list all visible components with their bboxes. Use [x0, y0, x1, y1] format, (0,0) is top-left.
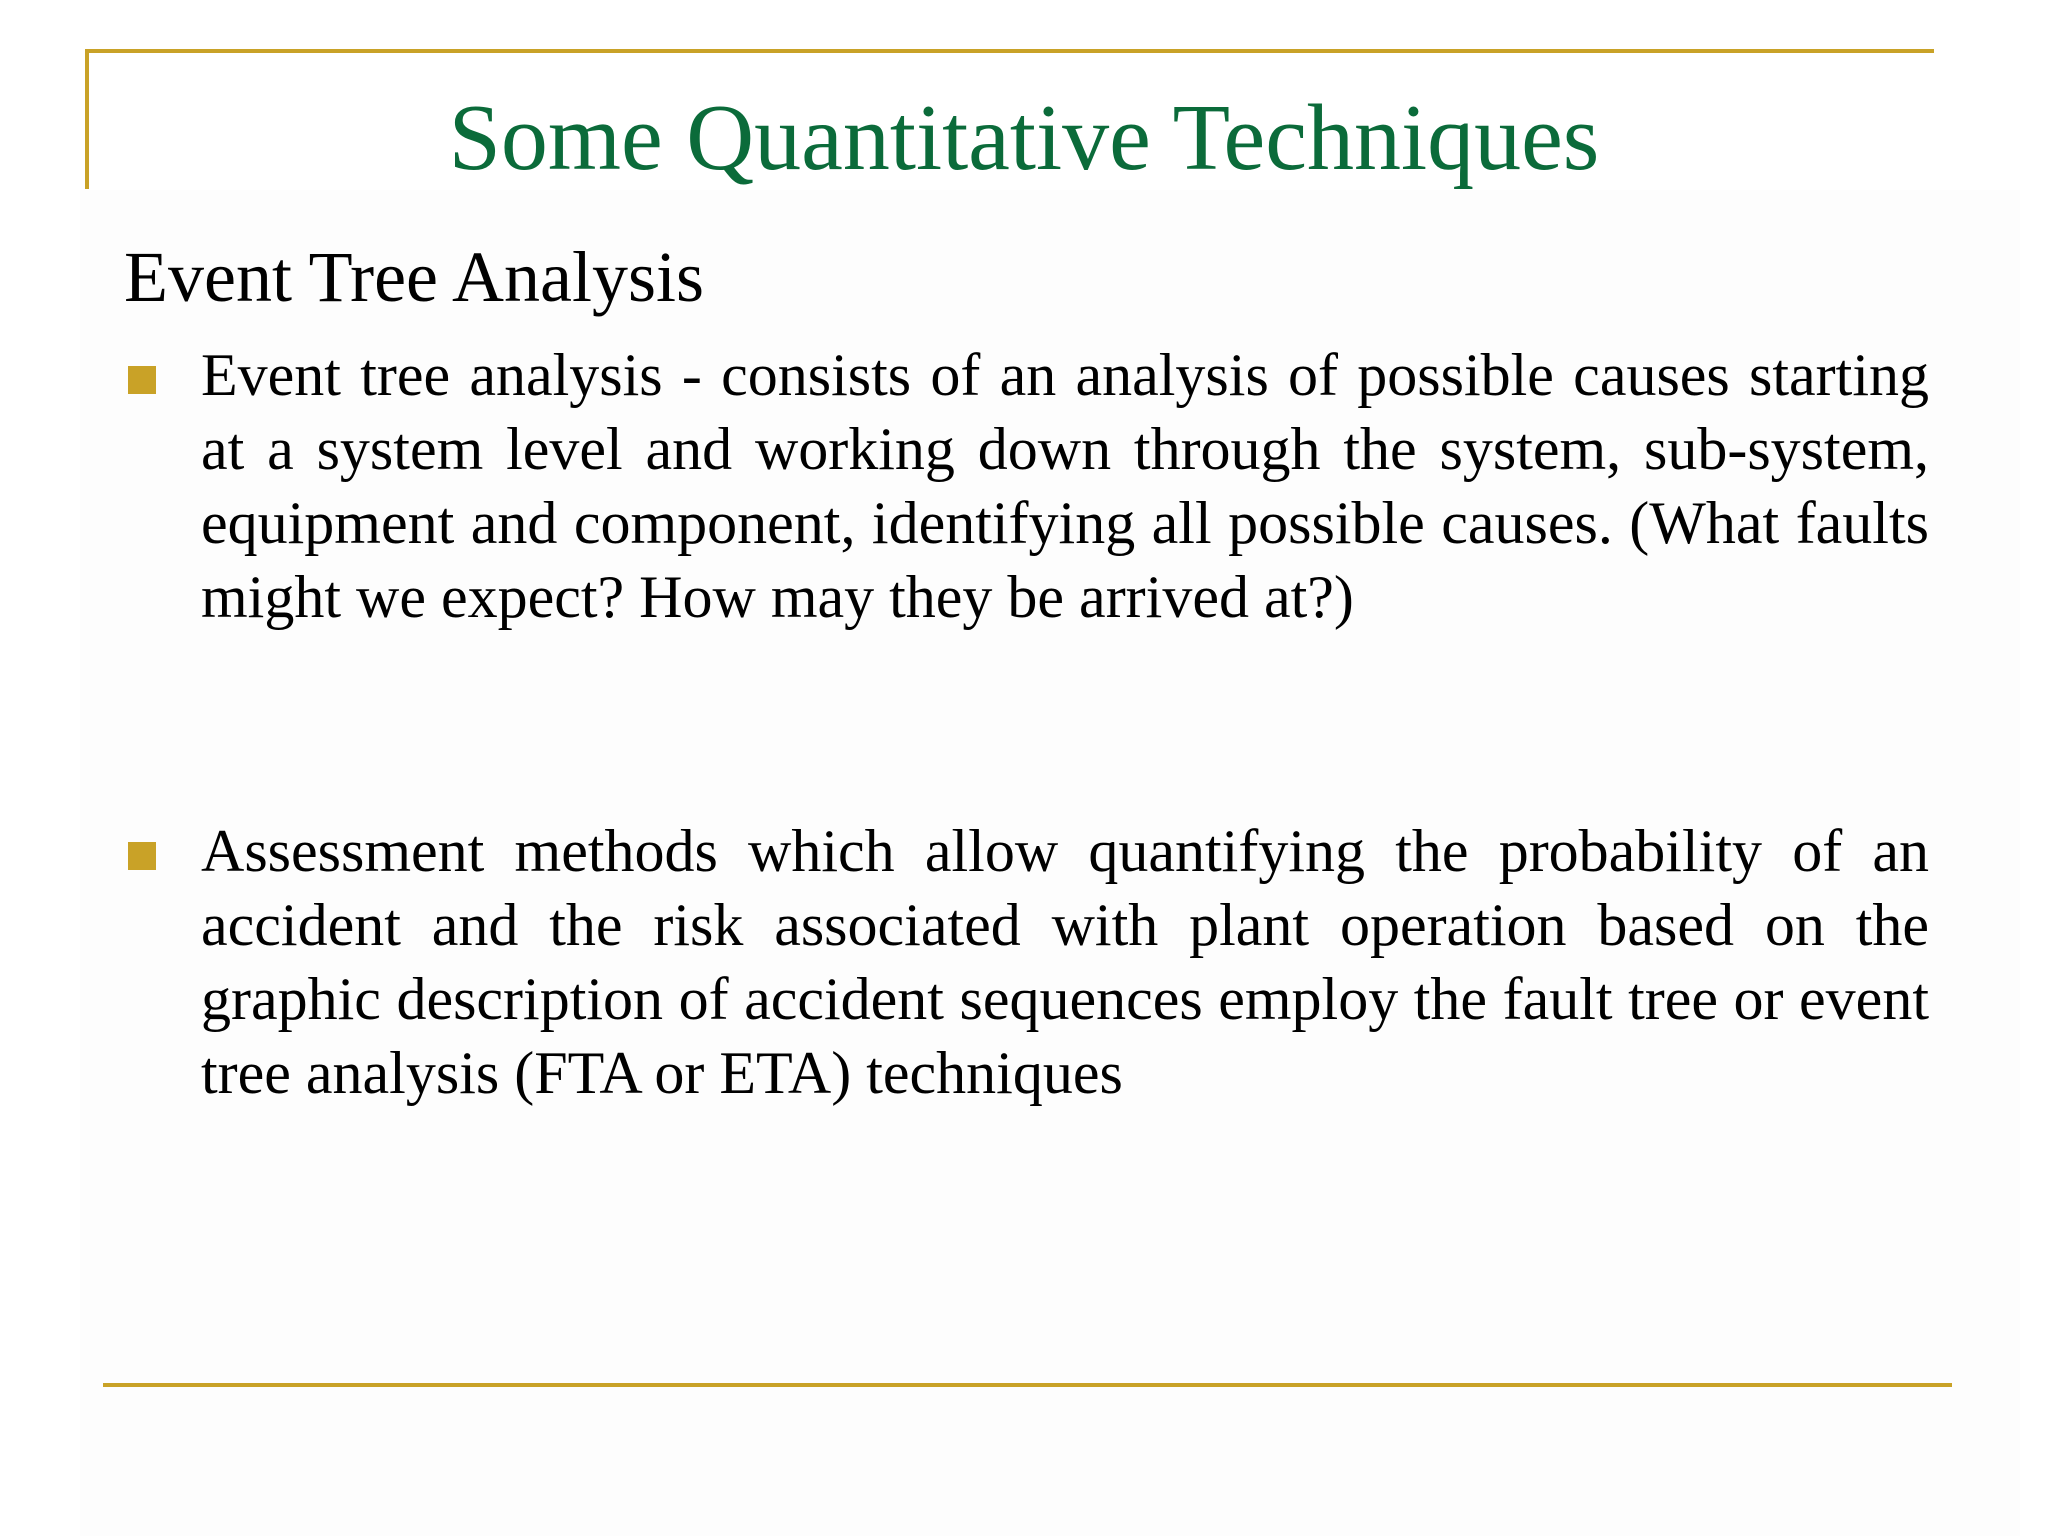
bullet-text: Event tree analysis - consists of an analysis of possible causes starting at a system level and working down through the system, sub-system, equipment and component, identifying all possible causes. (What faults might we expect? How may they be arrived at?)	[201, 342, 1929, 630]
bullet-square-icon	[128, 366, 156, 394]
bottom-rule	[103, 1383, 1952, 1387]
bullet-square-icon	[128, 842, 156, 870]
slide-title: Some Quantitative Techniques	[448, 86, 1600, 190]
section-heading: Event Tree Analysis	[124, 237, 705, 317]
bullet-text: Assessment methods which allow quantifying the probability of an accident and the risk associated with plant operation based on the graphic description of accident sequences employ the fault tree or event tree analysis (FTA or ETA) techniques	[201, 818, 1929, 1106]
top-rule	[85, 49, 1934, 53]
